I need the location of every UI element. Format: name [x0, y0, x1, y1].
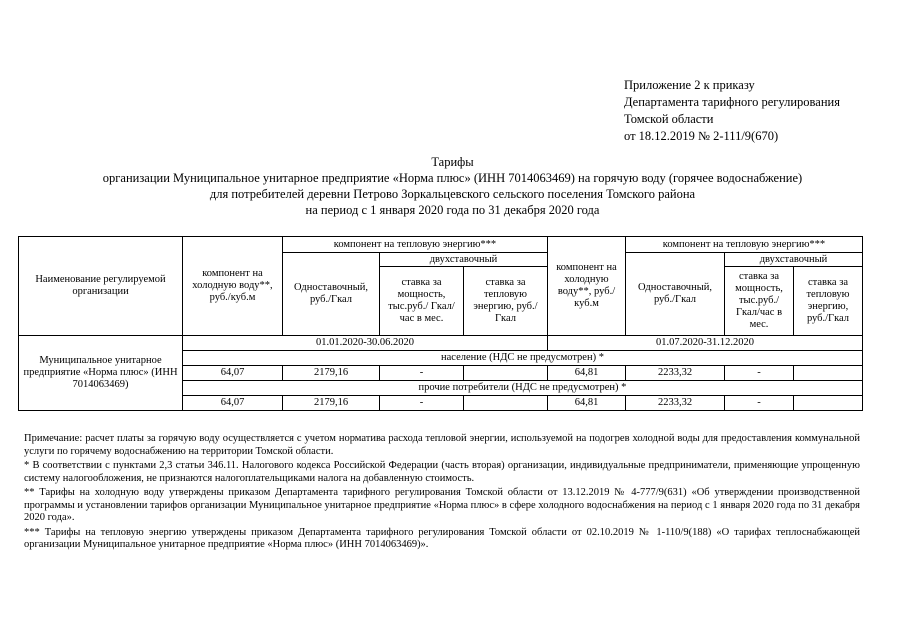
energy-rate-value — [794, 396, 863, 411]
capacity-rate-value: - — [725, 396, 794, 411]
capacity-rate-value: - — [380, 366, 464, 381]
document-title — [0, 154, 905, 218]
header-energy-rate: ставка за тепловую энергию, руб./Гкал — [794, 267, 863, 336]
period-cell: 01.07.2020-31.12.2020 — [548, 336, 863, 351]
appendix-line: Томской области — [624, 112, 714, 126]
title-line: для потребителей деревни Петрово Зоркальцевского сельского поселения Томского района — [209, 187, 696, 201]
energy-rate-value — [794, 366, 863, 381]
one-rate-value: 2233,32 — [626, 396, 725, 411]
organization-name: Муниципальное унитарное предприятие «Норма плюс» (ИНН 7014063469) — [19, 336, 183, 411]
header-capacity-rate: ставка за мощность, тыс.руб./ Гкал/час в мес. — [380, 267, 464, 336]
consumer-group-label: население (НДС не предусмотрен) * — [183, 351, 863, 366]
period-row — [19, 336, 863, 351]
header-energy-rate: ставка за тепловую энергию, руб./Гкал — [464, 267, 548, 336]
cold-component-value: 64,07 — [183, 366, 283, 381]
energy-rate-value — [464, 366, 548, 381]
header-two-rate: двухставочный — [725, 253, 863, 267]
period-cell: 01.01.2020-30.06.2020 — [183, 336, 548, 351]
header-thermal-component: компонент на тепловую энергию*** — [283, 237, 548, 253]
header-capacity-rate: ставка за мощность, тыс.руб./ Гкал/час в мес. — [725, 267, 794, 336]
header-thermal-component: компонент на тепловую энергию*** — [626, 237, 863, 253]
cold-component-value: 64,81 — [548, 366, 626, 381]
appendix-line: Приложение 2 к приказу — [624, 78, 755, 92]
footnote-2: ** Тарифы на холодную воду утверждены приказом Департамента тарифного регулирования Томской области от 13.12.2019 № 4-777/9(631) «Об утверждении производственной программы и установлении тарифов организации Муниципальное унитарное предприятие «Норма плюс» в сфере холодного водоснабжения на период с 1 января 2020 года по 31 декабря 2020 года». — [24, 487, 860, 523]
energy-rate-value — [464, 396, 548, 411]
consumer-group-label: прочие потребители (НДС не предусмотрен) * — [183, 381, 863, 396]
header-cold-component: компонент на холодную воду**, руб./куб.м — [548, 237, 626, 336]
appendix-line: Департамента тарифного регулирования — [624, 95, 840, 109]
footnotes — [24, 433, 860, 554]
title-line: организации Муниципальное унитарное предприятие «Норма плюс» (ИНН 7014063469) на горячую воду (горячее водоснабжение) — [102, 171, 803, 185]
one-rate-value: 2233,32 — [626, 366, 725, 381]
appendix-reference — [624, 77, 840, 145]
tariff-table — [18, 236, 863, 411]
footnote-3: *** Тарифы на тепловую энергию утверждены приказом Департамента тарифного регулирования Томской области от 02.10.2019 № 1-110/9(188) «О тарифах теплоснабжающей организации Муниципальное унитарное предприятие «Норма плюс» (ИНН 7014063469)». — [24, 526, 860, 550]
cold-component-value: 64,81 — [548, 396, 626, 411]
cold-component-value: 64,07 — [183, 396, 283, 411]
one-rate-value: 2179,16 — [283, 396, 380, 411]
header-cold-component: компонент на холодную воду**, руб./куб.м — [183, 237, 283, 336]
header-row — [19, 237, 863, 253]
title-heading: Тарифы — [431, 155, 474, 169]
header-two-rate: двухставочный — [380, 253, 548, 267]
title-line: на период с 1 января 2020 года по 31 декабря 2020 года — [305, 203, 600, 217]
footnote-1: * В соответствии с пунктами 2,3 статьи 346.11. Налогового кодекса Российской Федерации (часть вторая) организации, индивидуальные предприниматели, применяющие упрощенную систему налогообложения, не признаются налогоплательщиками налога на добавленную стоимость. — [24, 460, 860, 484]
header-one-rate: Одноставочный, руб./Гкал — [283, 253, 380, 336]
appendix-line: от 18.12.2019 № 2-111/9(670) — [624, 129, 779, 143]
header-org-name: Наименование регулируемой организации — [19, 237, 183, 336]
capacity-rate-value: - — [380, 396, 464, 411]
note-main: Примечание: расчет платы за горячую воду осуществляется с учетом норматива расхода тепловой энергии, используемой на подогрев холодной воды для предоставления коммунальной услуги по горячему водоснабжению на территории Томской области. — [24, 433, 860, 457]
capacity-rate-value: - — [725, 366, 794, 381]
one-rate-value: 2179,16 — [283, 366, 380, 381]
header-one-rate: Одноставочный, руб./Гкал — [626, 253, 725, 336]
